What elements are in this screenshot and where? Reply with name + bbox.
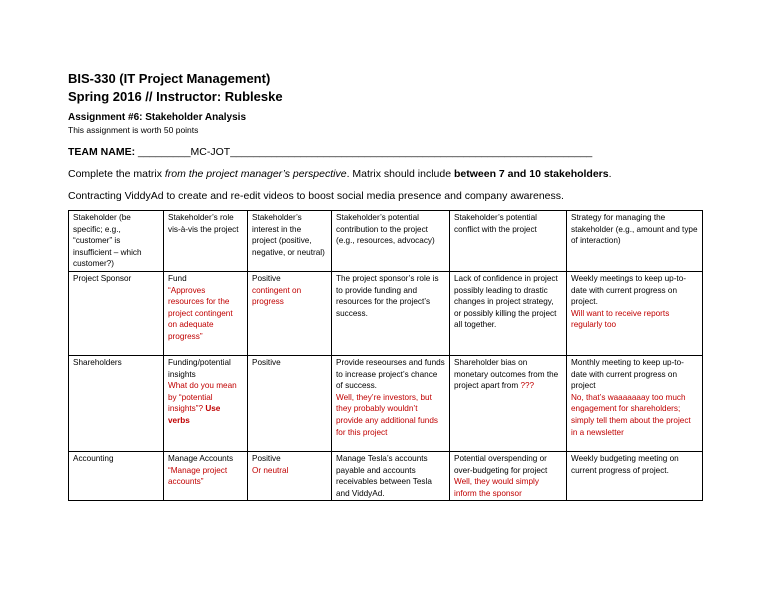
role-comment: “Approves resources for the project contingent on adequate progress” <box>168 285 233 341</box>
stakeholder-cell: Shareholders <box>69 355 164 451</box>
role-text: Fund <box>168 273 187 283</box>
header-cell: Stakeholder’s potential conflict with the project <box>450 211 567 272</box>
table-header-row <box>69 211 703 272</box>
interest-cell <box>248 451 332 500</box>
conflict-cell: Lack of confidence in project possibly leading to drastic changes in project strategy, or possibly killing the project all together. <box>450 271 567 355</box>
role-cell <box>164 355 248 451</box>
contribution-text: Provide reseourses and funds to increase project’s chance of success. <box>336 357 445 391</box>
contribution-cell: The project sponsor’s role is to provide funding and resources for the project’s success. <box>332 271 450 355</box>
interest-text: Positive <box>252 453 281 463</box>
course-title <box>68 70 283 106</box>
instructions-end: . <box>608 168 612 180</box>
conflict-comment: Well, they would simply inform the sponsor <box>454 477 539 498</box>
role-comment: “Manage project accounts” <box>168 465 228 487</box>
header-cell: Strategy for managing the stakeholder (e.g., amount and type of interaction) <box>567 211 703 272</box>
strategy-text: Monthly meeting to keep up-to-date with current progress on project <box>571 357 684 391</box>
header-cell: Stakeholder’s role vis-à-vis the project <box>164 211 248 272</box>
strategy-cell <box>567 355 703 451</box>
instructions-mid: . Matrix should include <box>346 168 454 180</box>
interest-comment: contingent on progress <box>252 285 302 307</box>
contribution-comment: Well, they’re investors, but they probably wouldn’t provide any additional funds for this project <box>336 392 438 437</box>
strategy-comment: No, that’s waaaaaaay too much engagement for shareholders; simply tell them about the project in a newsletter <box>571 392 691 437</box>
strategy-cell: Weekly budgeting meeting on current progress of project. <box>567 451 703 500</box>
stakeholder-matrix <box>68 210 703 501</box>
role-comment <box>168 380 243 426</box>
contribution-cell: Manage Tesla’s accounts payable and accounts receivables between Tesla and ViddyAd. <box>332 451 450 500</box>
interest-cell: Positive <box>248 355 332 451</box>
table-row <box>69 271 703 355</box>
conflict-comment: ??? <box>520 381 535 391</box>
header-cell: Stakeholder’s potential contribution to the project (e.g., resources, advocacy) <box>332 211 450 272</box>
role-comment-text: What do you mean by “potential insights”? <box>168 381 237 414</box>
term-line: Spring 2016 // Instructor: Rubleske <box>68 89 283 104</box>
strategy-cell <box>567 271 703 355</box>
instructions-italic: from the project manager’s perspective <box>164 168 347 180</box>
instructions <box>68 168 612 180</box>
header-cell: Stakeholder’s interest in the project (positive, negative, or neutral) <box>248 211 332 272</box>
table-row <box>69 451 703 500</box>
instructions-pre: Complete the matrix <box>68 168 165 180</box>
header-cell: Stakeholder (be specific; e.g., “customer” is insufficient – which customer?) <box>69 211 164 272</box>
role-comment-bold: Use verbs <box>168 404 221 425</box>
team-value: _________MC-JOT______________________________________________________________ <box>135 146 593 158</box>
points-note: This assignment is worth 50 points <box>68 125 199 135</box>
table-row <box>69 355 703 451</box>
conflict-cell <box>450 355 567 451</box>
role-cell <box>164 271 248 355</box>
stakeholder-cell: Project Sponsor <box>69 271 164 355</box>
conflict-text: Potential overspending or over-budgeting for project <box>454 453 548 475</box>
interest-cell <box>248 271 332 355</box>
conflict-cell <box>450 451 567 500</box>
stakeholder-cell: Accounting <box>69 451 164 500</box>
instructions-bold: between 7 and 10 stakeholders <box>453 168 609 180</box>
role-text: Funding/potential insights <box>168 357 231 379</box>
role-cell <box>164 451 248 500</box>
team-label: TEAM NAME: <box>68 146 136 158</box>
course-line: BIS-330 (IT Project Management) <box>68 71 271 86</box>
strategy-text: Weekly meetings to keep up-to-date with current progress on project. <box>571 273 686 307</box>
assignment-title: Assignment #6: Stakeholder Analysis <box>68 112 247 123</box>
interest-comment: Or neutral <box>252 465 289 475</box>
role-text: Manage Accounts <box>168 453 234 463</box>
project-description: Contracting ViddyAd to create and re-edit videos to boost social media presence and company awareness. <box>68 190 564 202</box>
conflict-text: Shareholder bias on monetary outcomes from the project apart from <box>454 357 559 391</box>
team-name-line <box>68 146 592 158</box>
strategy-comment: Will want to receive reports regularly too <box>571 308 670 330</box>
interest-text: Positive <box>252 273 281 283</box>
contribution-cell <box>332 355 450 451</box>
